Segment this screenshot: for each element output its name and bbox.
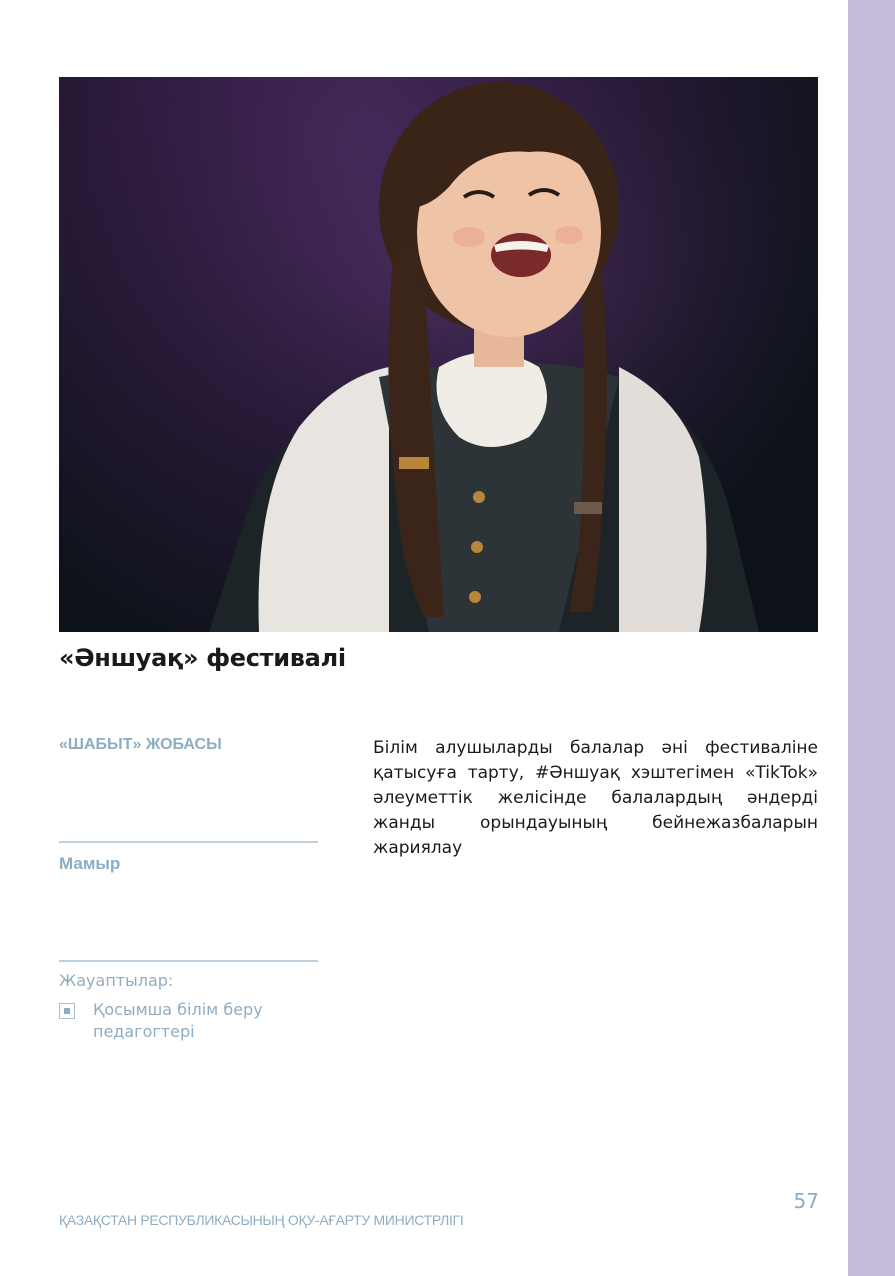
girl-singing-illustration [59,77,818,632]
divider-bottom [59,960,318,962]
responsible-label: Жауаптылар: [59,971,174,990]
project-label: «ШАБЫТ» ЖОБАСЫ [59,736,222,753]
hero-photo [59,77,818,632]
responsible-item-text: Қосымша білім беру педагогтері [93,1000,263,1041]
event-description: Білім алушыларды балалар әні фестиваліне қатысуға тарту, #Әншуақ хэштегімен «TikTok» әлеуметтік желісінде балалардың әндерді жанды орындауының бейнежазбаларын жариялау [373,738,818,858]
divider-top [59,841,318,843]
footer-ministry: ҚАЗАҚСТАН РЕСПУБЛИКАСЫНЫҢ ОҚУ-АҒАРТУ МИНИСТРЛІГІ [59,1212,464,1228]
responsible-item [59,999,318,1043]
page-number: 57 [793,1189,819,1213]
side-color-strip [848,0,895,1276]
square-bullet-icon [59,1003,75,1019]
month-label: Мамыр [59,854,121,873]
page-title: «Әншуақ» фестивалі [59,644,346,672]
